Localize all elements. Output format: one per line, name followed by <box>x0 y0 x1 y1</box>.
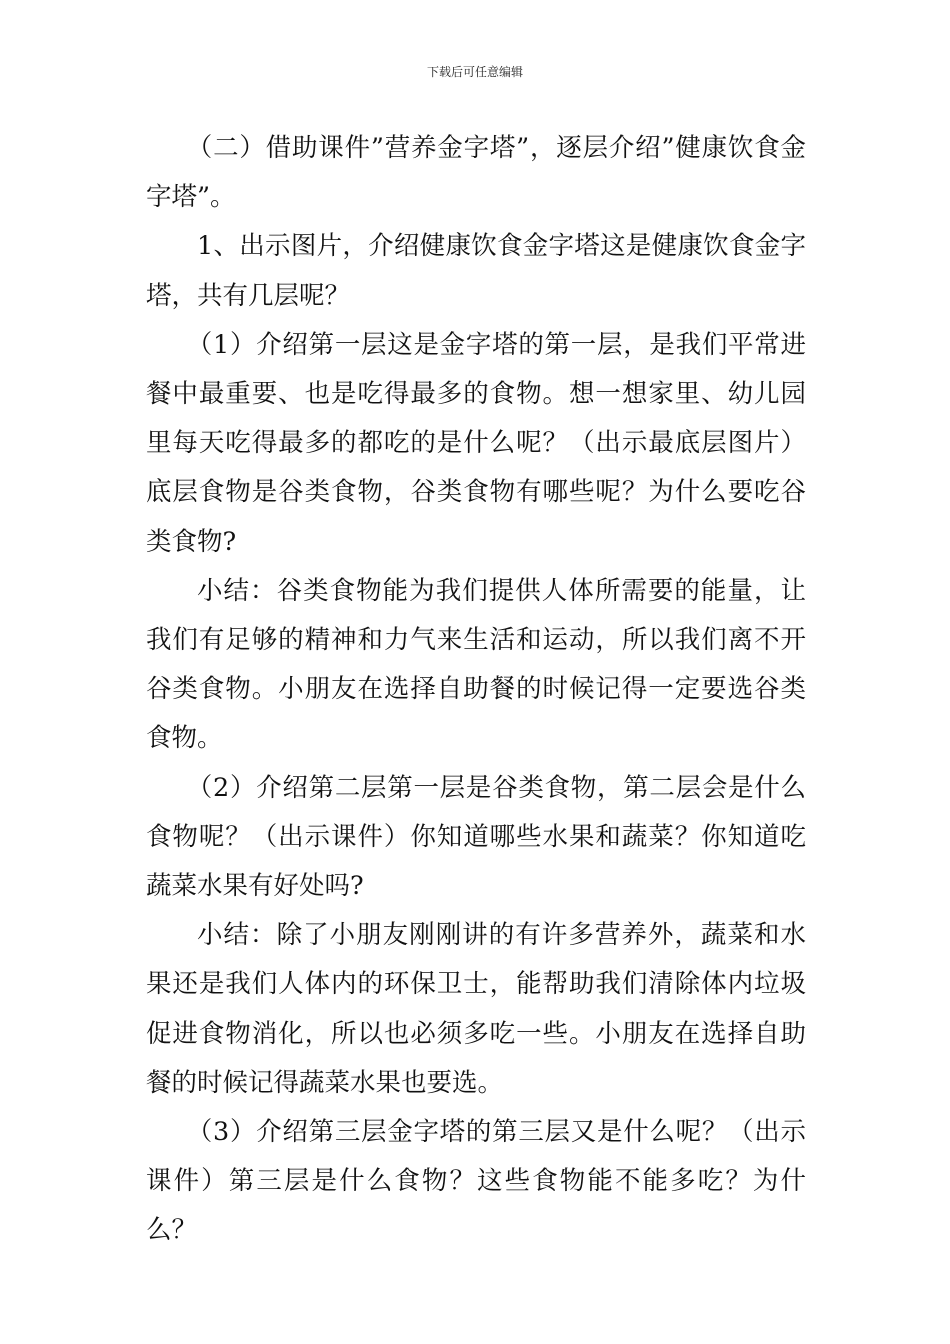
page-header: 下载后可任意编辑 <box>426 65 523 79</box>
paragraph-layer-3: （3）介绍第三层金字塔的第三层又是什么呢？（出示课件）第三层是什么食物？这些食物能不能多吃？为什么？ <box>146 1117 806 1246</box>
document-body <box>146 124 806 1256</box>
paragraph-layer-1: （1）介绍第一层这是金字塔的第一层，是我们平常进餐中最重要、也是吃得最多的食物。想一想家里、幼儿园里每天吃得最多的都吃的是什么呢？（出示最底层图片）底层食物是谷类食物，谷类食物有哪些呢？为什么要吃谷类食物? <box>146 329 806 557</box>
paragraph-summary-2: 小结：除了小朋友刚刚讲的有许多营养外，蔬菜和水果还是我们人体内的环保卫士，能帮助我们清除体内垃圾促进食物消化，所以也必须多吃一些。小朋友在选择自助餐的时候记得蔬菜水果也要选。 <box>146 920 806 1098</box>
paragraph-summary-1: 小结：谷类食物能为我们提供人体所需要的能量，让我们有足够的精神和力气来生活和运动，所以我们离不开谷类食物。小朋友在选择自助餐的时候记得一定要选谷类食物。 <box>146 575 806 754</box>
paragraph-section-heading: （二）借助课件”营养金字塔”，逐层介绍”健康饮食金字塔”。 <box>146 133 806 213</box>
paragraph-step-1: 1、出示图片，介绍健康饮食金字塔这是健康饮食金字塔，共有几层呢？ <box>146 231 806 311</box>
paragraph-layer-2: （2）介绍第二层第一层是谷类食物，第二层会是什么食物呢？（出示课件）你知道哪些水果和蔬菜？你知道吃蔬菜水果有好处吗? <box>146 772 806 902</box>
